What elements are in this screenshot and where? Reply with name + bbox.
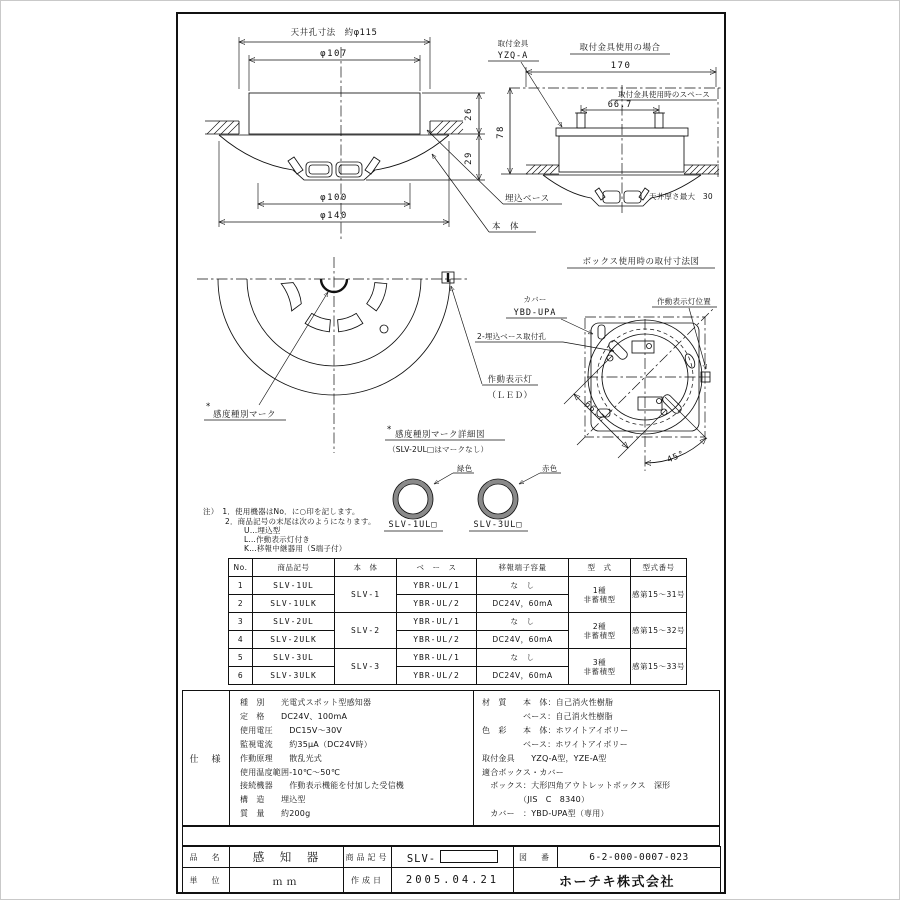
label-bracket: 取付金具 [497, 39, 529, 48]
note-line-2: 2．商品記号の末尾は次のようになります。 [225, 517, 376, 526]
product-name-label: 品 名 [183, 847, 230, 868]
cell-capacity: DC24V，60mA [477, 667, 569, 685]
dim-66-7-box: 66.7 [582, 399, 607, 424]
spec-line: （JIS C 8340） [482, 795, 590, 805]
label-bracket-model: YZQ-A [497, 51, 529, 61]
spec-line: ベース：ホワイトアイボリー [482, 739, 628, 749]
spec-line: 取付金具 YZQ-A型，YZE-A型 [482, 753, 607, 763]
cell-body: SLV-2 [335, 613, 397, 649]
spec-line: 適合ボックス・カバー [482, 767, 564, 777]
cell-model-no: 感第15～33号 [631, 649, 687, 685]
date-value: 2005.04.21 [392, 868, 514, 893]
spec-line: 作動原理 散乱光式 [240, 753, 322, 763]
dim-45: 45° [665, 448, 687, 466]
dim-66-7-bracket: 66.7 [607, 100, 633, 110]
dim-29: 29 [464, 151, 474, 165]
dim-100: φ100 [320, 193, 348, 203]
mark-detail-asterisk: * [387, 425, 392, 435]
label-cover: カバー [523, 295, 547, 304]
dim-26: 26 [464, 107, 474, 121]
cell-capacity: な し [477, 613, 569, 631]
cell-no: 3 [229, 613, 253, 631]
label-green: 緑色 [457, 464, 473, 473]
label-base-holes: 2-埋込ベース取付孔 [477, 332, 547, 341]
cell-base: YBR-UL/2 [397, 595, 477, 613]
spec-line: 色 彩 本 体：ホワイトアイボリー [482, 725, 629, 735]
cell-model-no: 感第15～31号 [631, 577, 687, 613]
spec-right-column [474, 691, 719, 825]
table-header-row [229, 559, 687, 577]
col-no: No. [229, 559, 253, 577]
label-ceiling-max: 天井厚さ最大 30 [649, 192, 713, 201]
cell-code: SLV-1ULK [253, 595, 335, 613]
bracket-view [488, 38, 721, 213]
table-row [229, 577, 687, 595]
table-row [229, 649, 687, 667]
spec-line: 質 量 約200g [240, 809, 311, 819]
col-code: 商品記号 [253, 559, 335, 577]
col-body: 本 体 [335, 559, 397, 577]
cell-code: SLV-3UL [253, 649, 335, 667]
product-code: SLV- [392, 847, 514, 868]
cell-no: 1 [229, 577, 253, 595]
spec-label: 仕 様 [183, 691, 230, 825]
cell-code: SLV-1UL [253, 577, 335, 595]
cell-grade: 2種 非蓄積型 [569, 613, 631, 649]
bottom-view [197, 257, 614, 453]
spec-line: 定 格 DC24V、100mA [240, 711, 348, 721]
note-line-3: U…埋込型 [244, 526, 281, 535]
date-label: 作成日 [344, 868, 392, 893]
dim-107: φ107 [320, 49, 348, 59]
box-view [506, 256, 717, 471]
spec-line: 接続機器 作動表示機能を付加した受信機 [240, 781, 404, 791]
unit-label: 単 位 [183, 868, 230, 893]
label-body: 本 体 [492, 222, 520, 232]
label-red: 赤色 [542, 464, 558, 473]
figure-number: 6-2-000-0007-023 [558, 847, 721, 868]
spec-line: 使用電圧 DC15V～30V [240, 725, 343, 735]
label-led: 作動表示灯 [487, 375, 533, 385]
spec-line: 種 別 光電式スポット型感知器 [240, 698, 372, 707]
cell-code: SLV-3ULK [253, 667, 335, 685]
spec-box [182, 690, 720, 826]
cell-body: SLV-3 [335, 649, 397, 685]
label-cover-model: YBD-UPA [513, 308, 557, 318]
model-red: SLV-3UL□ [473, 520, 523, 530]
cell-capacity: な し [477, 577, 569, 595]
cell-capacity: DC24V，60mA [477, 595, 569, 613]
box-view-title: ボックス使用時の取付寸法図 [582, 257, 700, 267]
cell-base: YBR-UL/2 [397, 667, 477, 685]
cell-capacity: DC24V，60mA [477, 631, 569, 649]
table-row [229, 613, 687, 631]
cell-grade: 3種 非蓄積型 [569, 649, 631, 685]
mark-asterisk: * [206, 402, 211, 412]
label-led-sub: （ＬＥＤ） [487, 391, 533, 401]
cell-no: 5 [229, 649, 253, 667]
spec-line: カバー ：YBD-UPA型（専用） [482, 809, 609, 819]
spec-line: 監視電流 約35μA（DC24V時） [240, 739, 372, 749]
col-grade: 型 式 [569, 559, 631, 577]
cell-base: YBR-UL/2 [397, 631, 477, 649]
cell-no: 2 [229, 595, 253, 613]
cell-no: 6 [229, 667, 253, 685]
label-sensitivity-mark: 感度種別マーク [213, 410, 277, 420]
label-led-position: 作動表示灯位置 [657, 297, 711, 306]
product-name: 感 知 器 [230, 847, 344, 868]
cell-body: SLV-1 [335, 577, 397, 613]
product-table [228, 558, 686, 685]
cell-model-no: 感第15～32号 [631, 613, 687, 649]
dim-78: 78 [496, 125, 506, 139]
company-logo: ホーチキ株式会社 [514, 868, 721, 893]
note-line-4: L…作動表示灯付き [244, 535, 310, 544]
mark-detail-title: 感度種別マーク詳細図 [395, 430, 486, 440]
spec-left-column [230, 691, 474, 825]
cell-no: 4 [229, 631, 253, 649]
dim-170: 170 [610, 61, 632, 71]
notes [203, 506, 376, 553]
cell-capacity: な し [477, 649, 569, 667]
empty-remarks-band [182, 826, 720, 846]
bracket-view-title: 取付金具使用の場合 [579, 43, 661, 53]
spec-line: ボックス：大形四角アウトレットボックス 深形 [482, 781, 671, 791]
cell-base: YBR-UL/1 [397, 649, 477, 667]
cell-code: SLV-2UL [253, 613, 335, 631]
note-line-5: K…移報中継器用（S端子付） [244, 544, 347, 553]
cell-base: YBR-UL/1 [397, 613, 477, 631]
unit-value: ｍｍ [230, 868, 344, 893]
mark-detail-note: （SLV-2UL□はマークなし） [388, 445, 489, 454]
note-line-1: 注） 1．使用機器はNo．に○印を記します。 [203, 507, 360, 516]
cell-base: YBR-UL/1 [397, 577, 477, 595]
col-model-no: 型式番号 [631, 559, 687, 577]
spec-line: 使用温度範囲-10℃～50℃ [240, 767, 341, 777]
spec-line: ベース：自己消火性樹脂 [482, 711, 613, 721]
code-suffix-box [440, 850, 498, 863]
spec-line: 構 造 埋込型 [240, 795, 306, 805]
label-embedded-base: 埋込ベース [505, 194, 550, 204]
cell-code: SLV-2ULK [253, 631, 335, 649]
dim-ceiling-hole: 天井孔寸法 約φ115 [290, 28, 378, 38]
col-base: ベ ー ス [397, 559, 477, 577]
label-bracket-space: 取付金具使用時のスペース [617, 90, 711, 99]
mark-detail [384, 425, 561, 531]
product-code-label: 商品記号 [344, 847, 392, 868]
spec-line: 材 質 本 体：自己消火性樹脂 [482, 698, 614, 707]
col-capacity: 移報端子容量 [477, 559, 569, 577]
dim-140: φ140 [320, 211, 348, 221]
figure-number-label: 図 番 [514, 847, 558, 868]
title-block [182, 846, 720, 893]
model-green: SLV-1UL□ [388, 520, 438, 530]
cell-grade: 1種 非蓄積型 [569, 577, 631, 613]
